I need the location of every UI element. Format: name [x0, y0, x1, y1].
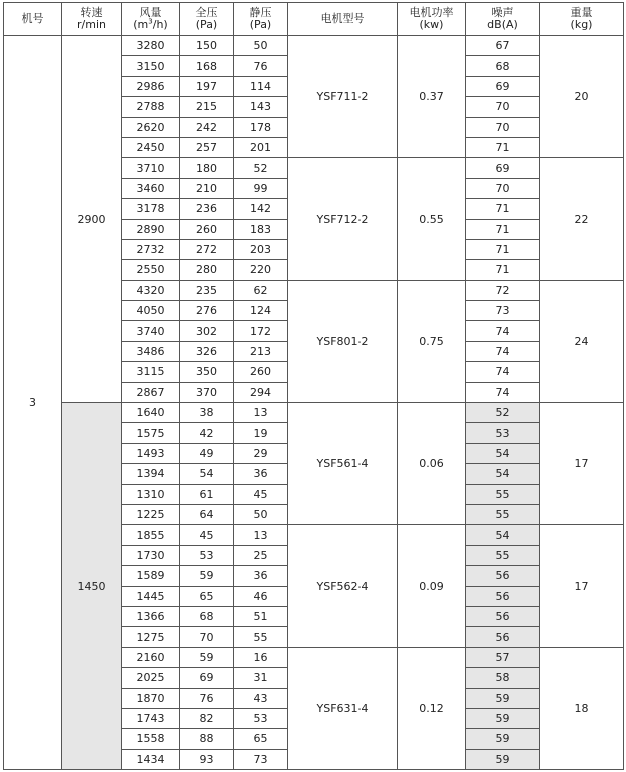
cell-total-pressure: 280 — [180, 260, 234, 280]
cell-total-pressure: 49 — [180, 443, 234, 463]
cell-motor-model: YSF801-2 — [288, 280, 398, 402]
cell-noise: 71 — [466, 219, 540, 239]
header-motor-power: 电机功率 (kw) — [398, 3, 466, 36]
header-airflow: 风量 $(m^3/h)$ — [122, 3, 180, 36]
cell-airflow: 1855 — [122, 525, 180, 545]
cell-noise: 59 — [466, 688, 540, 708]
cell-airflow: 1275 — [122, 627, 180, 647]
cell-weight: 22 — [540, 158, 624, 280]
cell-motor-power: 0.75 — [398, 280, 466, 402]
cell-static-pressure: 16 — [234, 647, 288, 667]
cell-noise: 53 — [466, 423, 540, 443]
cell-airflow: 2160 — [122, 647, 180, 667]
cell-weight: 17 — [540, 525, 624, 647]
cell-noise: 56 — [466, 586, 540, 606]
cell-noise: 69 — [466, 158, 540, 178]
cell-noise: 52 — [466, 403, 540, 423]
cell-static-pressure: 294 — [234, 382, 288, 402]
cell-noise: 71 — [466, 199, 540, 219]
fan-spec-table — [3, 2, 624, 770]
cell-weight: 18 — [540, 647, 624, 769]
cell-weight: 24 — [540, 280, 624, 402]
cell-total-pressure: 54 — [180, 464, 234, 484]
cell-airflow: 1730 — [122, 545, 180, 565]
cell-noise: 71 — [466, 260, 540, 280]
cell-total-pressure: 45 — [180, 525, 234, 545]
cell-total-pressure: 272 — [180, 239, 234, 259]
cell-total-pressure: 59 — [180, 647, 234, 667]
cell-airflow: 4050 — [122, 301, 180, 321]
cell-motor-power: 0.37 — [398, 36, 466, 158]
cell-airflow: 1434 — [122, 749, 180, 769]
cell-total-pressure: 64 — [180, 504, 234, 524]
cell-noise: 54 — [466, 525, 540, 545]
cell-static-pressure: 213 — [234, 341, 288, 361]
cell-airflow: 1870 — [122, 688, 180, 708]
cell-airflow: 1394 — [122, 464, 180, 484]
cell-total-pressure: 326 — [180, 341, 234, 361]
cell-airflow: 3460 — [122, 178, 180, 198]
cell-static-pressure: 124 — [234, 301, 288, 321]
cell-airflow: 3178 — [122, 199, 180, 219]
cell-noise: 59 — [466, 729, 540, 749]
cell-total-pressure: 302 — [180, 321, 234, 341]
cell-machine-no: 3 — [4, 36, 62, 770]
cell-static-pressure: 143 — [234, 97, 288, 117]
cell-airflow: 4320 — [122, 280, 180, 300]
cell-static-pressure: 55 — [234, 627, 288, 647]
cell-noise: 71 — [466, 239, 540, 259]
cell-static-pressure: 183 — [234, 219, 288, 239]
cell-static-pressure: 172 — [234, 321, 288, 341]
cell-total-pressure: 168 — [180, 56, 234, 76]
cell-noise: 55 — [466, 545, 540, 565]
cell-airflow: 1640 — [122, 403, 180, 423]
cell-noise: 74 — [466, 321, 540, 341]
cell-airflow: 1558 — [122, 729, 180, 749]
cell-static-pressure: 13 — [234, 525, 288, 545]
cell-static-pressure: 53 — [234, 708, 288, 728]
header-motor-model: 电机型号 — [288, 3, 398, 36]
cell-motor-power: 0.12 — [398, 647, 466, 769]
cell-static-pressure: 73 — [234, 749, 288, 769]
cell-total-pressure: 242 — [180, 117, 234, 137]
cell-noise: 56 — [466, 606, 540, 626]
cell-noise: 57 — [466, 647, 540, 667]
cell-speed: 2900 — [62, 36, 122, 403]
cell-noise: 54 — [466, 443, 540, 463]
cell-total-pressure: 150 — [180, 36, 234, 56]
cell-noise: 67 — [466, 36, 540, 56]
cell-total-pressure: 53 — [180, 545, 234, 565]
cell-static-pressure: 45 — [234, 484, 288, 504]
cell-static-pressure: 25 — [234, 545, 288, 565]
cell-airflow: 3710 — [122, 158, 180, 178]
cell-weight: 20 — [540, 36, 624, 158]
cell-total-pressure: 350 — [180, 362, 234, 382]
cell-static-pressure: 142 — [234, 199, 288, 219]
table-row — [4, 36, 624, 56]
cell-noise: 59 — [466, 749, 540, 769]
cell-noise: 58 — [466, 668, 540, 688]
cell-static-pressure: 65 — [234, 729, 288, 749]
cell-noise: 69 — [466, 76, 540, 96]
table-body — [4, 36, 624, 770]
cell-airflow: 2732 — [122, 239, 180, 259]
cell-static-pressure: 62 — [234, 280, 288, 300]
cell-total-pressure: 276 — [180, 301, 234, 321]
cell-airflow: 3740 — [122, 321, 180, 341]
cell-noise: 71 — [466, 137, 540, 157]
cell-total-pressure: 82 — [180, 708, 234, 728]
cell-motor-model: YSF562-4 — [288, 525, 398, 647]
cell-total-pressure: 235 — [180, 280, 234, 300]
cell-airflow: 1366 — [122, 606, 180, 626]
header-weight: 重量 (kg) — [540, 3, 624, 36]
cell-motor-model: YSF711-2 — [288, 36, 398, 158]
cell-total-pressure: 88 — [180, 729, 234, 749]
cell-static-pressure: 50 — [234, 504, 288, 524]
cell-static-pressure: 50 — [234, 36, 288, 56]
cell-total-pressure: 76 — [180, 688, 234, 708]
cell-airflow: 1493 — [122, 443, 180, 463]
cell-airflow: 2620 — [122, 117, 180, 137]
cell-weight: 17 — [540, 403, 624, 525]
cell-motor-model: YSF561-4 — [288, 403, 398, 525]
cell-static-pressure: 201 — [234, 137, 288, 157]
cell-total-pressure: 215 — [180, 97, 234, 117]
cell-airflow: 2450 — [122, 137, 180, 157]
cell-static-pressure: 36 — [234, 566, 288, 586]
cell-motor-power: 0.09 — [398, 525, 466, 647]
cell-airflow: 3486 — [122, 341, 180, 361]
cell-noise: 73 — [466, 301, 540, 321]
cell-static-pressure: 36 — [234, 464, 288, 484]
cell-noise: 59 — [466, 708, 540, 728]
cell-static-pressure: 19 — [234, 423, 288, 443]
cell-total-pressure: 236 — [180, 199, 234, 219]
cell-static-pressure: 114 — [234, 76, 288, 96]
cell-total-pressure: 260 — [180, 219, 234, 239]
header-static-pressure: 静压 (Pa) — [234, 3, 288, 36]
cell-total-pressure: 42 — [180, 423, 234, 443]
table-header — [4, 3, 624, 36]
cell-airflow: 1589 — [122, 566, 180, 586]
cell-airflow: 2025 — [122, 668, 180, 688]
cell-static-pressure: 260 — [234, 362, 288, 382]
cell-total-pressure: 69 — [180, 668, 234, 688]
cell-total-pressure: 61 — [180, 484, 234, 504]
cell-static-pressure: 220 — [234, 260, 288, 280]
cell-static-pressure: 178 — [234, 117, 288, 137]
cell-motor-power: 0.06 — [398, 403, 466, 525]
table-row — [4, 403, 624, 423]
cell-noise: 55 — [466, 504, 540, 524]
cell-noise: 70 — [466, 117, 540, 137]
cell-total-pressure: 257 — [180, 137, 234, 157]
cell-noise: 56 — [466, 627, 540, 647]
cell-total-pressure: 197 — [180, 76, 234, 96]
cell-airflow: 1575 — [122, 423, 180, 443]
header-speed: 转速 r/min — [62, 3, 122, 36]
cell-noise: 70 — [466, 97, 540, 117]
cell-total-pressure: 93 — [180, 749, 234, 769]
cell-airflow: 2986 — [122, 76, 180, 96]
cell-static-pressure: 203 — [234, 239, 288, 259]
cell-motor-model: YSF631-4 — [288, 647, 398, 769]
cell-static-pressure: 52 — [234, 158, 288, 178]
cell-static-pressure: 29 — [234, 443, 288, 463]
cell-static-pressure: 46 — [234, 586, 288, 606]
cell-total-pressure: 180 — [180, 158, 234, 178]
cell-airflow: 2788 — [122, 97, 180, 117]
cell-noise: 70 — [466, 178, 540, 198]
cell-total-pressure: 370 — [180, 382, 234, 402]
cell-static-pressure: 76 — [234, 56, 288, 76]
cell-total-pressure: 210 — [180, 178, 234, 198]
header-total-pressure: 全压 (Pa) — [180, 3, 234, 36]
cell-total-pressure: 38 — [180, 403, 234, 423]
cell-total-pressure: 59 — [180, 566, 234, 586]
cell-noise: 72 — [466, 280, 540, 300]
cell-static-pressure: 31 — [234, 668, 288, 688]
cell-airflow: 2550 — [122, 260, 180, 280]
cell-noise: 55 — [466, 484, 540, 504]
cell-static-pressure: 43 — [234, 688, 288, 708]
cell-airflow: 3280 — [122, 36, 180, 56]
cell-static-pressure: 13 — [234, 403, 288, 423]
cell-noise: 74 — [466, 382, 540, 402]
cell-airflow: 2867 — [122, 382, 180, 402]
cell-noise: 54 — [466, 464, 540, 484]
cell-airflow: 3115 — [122, 362, 180, 382]
cell-total-pressure: 65 — [180, 586, 234, 606]
cell-speed: 1450 — [62, 403, 122, 770]
cell-noise: 68 — [466, 56, 540, 76]
cell-airflow: 1310 — [122, 484, 180, 504]
cell-total-pressure: 68 — [180, 606, 234, 626]
cell-airflow: 1225 — [122, 504, 180, 524]
cell-motor-model: YSF712-2 — [288, 158, 398, 280]
cell-motor-power: 0.55 — [398, 158, 466, 280]
cell-airflow: 1743 — [122, 708, 180, 728]
cell-static-pressure: 99 — [234, 178, 288, 198]
cell-noise: 56 — [466, 566, 540, 586]
cell-noise: 74 — [466, 341, 540, 361]
cell-airflow: 1445 — [122, 586, 180, 606]
cell-noise: 74 — [466, 362, 540, 382]
cell-total-pressure: 70 — [180, 627, 234, 647]
header-machine-no: 机号 — [4, 3, 62, 36]
cell-airflow: 2890 — [122, 219, 180, 239]
header-noise: 噪声 dB(A) — [466, 3, 540, 36]
cell-static-pressure: 51 — [234, 606, 288, 626]
cell-airflow: 3150 — [122, 56, 180, 76]
